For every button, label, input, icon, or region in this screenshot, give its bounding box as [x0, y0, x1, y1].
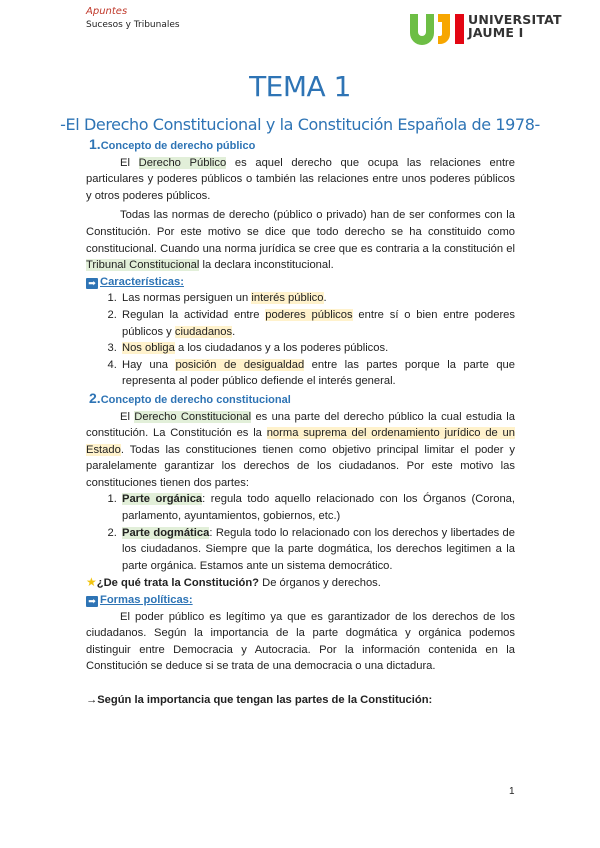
section-2-number: 2. [89, 389, 101, 406]
logo-mark-i [455, 14, 464, 44]
final-line [86, 692, 515, 709]
formas-heading [86, 592, 515, 609]
logo-mark-j [438, 14, 450, 44]
s2-paragraph-2: El poder público es legítimo ya que es garantizador de los derechos de los ciudadanos. Según la importancia de la parte dogmática y orgánica podemos distinguir entre Democracia y Autocracia. Por la información contenida en la Constitución se deduce si se trata de una democracia o una dictadura. [86, 610, 515, 673]
s1-paragraph-2 [86, 207, 515, 273]
final-text: Según la importancia que tengan las partes de la Constitución: [97, 694, 433, 706]
list-item [120, 307, 515, 340]
highlight: Nos obliga [122, 342, 175, 355]
text: Todas las normas de derecho (público o privado) han de ser conformes con la Constitución. Por este motivo se dice que todo derecho se ha constituido como constitucional. Cuando una norma jurídica se cree que es contraria a la constitución el [86, 209, 515, 255]
list-item [120, 491, 515, 524]
section-1-heading [89, 136, 515, 155]
page-title: TEMA 1 [249, 70, 351, 103]
page-subtitle: -El Derecho Constitucional y la Constitución Española de 1978- [60, 115, 540, 134]
highlight: norma suprema del ordenamiento jurídico de un Estado [86, 427, 516, 456]
answer-text: De órganos y derechos. [259, 577, 381, 590]
highlight: ciudadanos [174, 325, 233, 338]
star-icon: ★ [86, 575, 97, 590]
highlight: posición de desigualdad [175, 358, 305, 371]
logo-line-1: UNIVERSITAT [468, 12, 562, 27]
section-1-title: Concepto de derecho público [100, 140, 256, 152]
question-line [86, 574, 515, 592]
logo-line-2: JAUME I [468, 25, 524, 40]
text: Regulan la actividad entre [122, 308, 266, 321]
text: El [120, 410, 135, 423]
arrow-right-icon: ➡ [86, 278, 98, 289]
partes-list [86, 491, 515, 574]
text: El [120, 156, 139, 169]
text: . [232, 325, 236, 338]
logo-mark-u [410, 14, 434, 45]
caracteristicas-heading [86, 274, 515, 291]
highlight: Parte dogmática [122, 526, 210, 539]
text: la declara inconstitucional. [199, 259, 334, 272]
section-2-title: Concepto de derecho constitucional [100, 393, 291, 406]
page-number: 1 [509, 786, 515, 797]
section-1-number: 1. [89, 136, 101, 152]
header-subtitle: Sucesos y Tribunales [86, 20, 180, 30]
text: entre las partes porque la parte que representa al poder público defiende el interés general. [122, 358, 515, 388]
question-text: ¿De qué trata la Constitución? [96, 577, 259, 590]
subheading-text: Formas políticas: [100, 594, 193, 607]
section-2-heading [89, 390, 515, 409]
highlight: Derecho Público [138, 156, 227, 169]
highlight: Tribunal Constitucional [86, 259, 200, 272]
text: Las normas persiguen un [122, 292, 252, 305]
subheading-text: Características: [100, 275, 184, 288]
text: entre sí o bien entre poderes públicos y [122, 308, 515, 338]
text: es una parte del derecho público la cual estudia la constitución. La Constitución es la [86, 410, 516, 440]
highlight: poderes públicos [265, 308, 353, 321]
text: es aquel derecho que ocupa las relaciones entre particulares y poderes públicos o también las relaciones entre unos poderes públicos y otros poderes públicos. [86, 156, 516, 202]
s2-paragraph-1 [86, 409, 515, 492]
highlight: Parte orgánica [122, 493, 203, 506]
text: a los ciudadanos y a los poderes públicos. [174, 342, 389, 355]
s1-paragraph-1 [86, 155, 515, 205]
university-name [468, 13, 562, 39]
highlight: Derecho Constitucional [134, 410, 252, 423]
text: : regula todo aquello relacionado con los Órganos (Corona, parlamento, ayuntamientos, gobiernos, etc.) [122, 493, 515, 523]
arrow-right-icon: ➡ [86, 596, 98, 607]
header-apuntes: Apuntes [86, 6, 128, 17]
list-item [120, 525, 515, 575]
text: . [323, 292, 327, 305]
text: . Todas las constituciones tienen como objetivo principal limitar el poder y paralelamente garantizar los derechos de los ciudadanos. Por este motivo las constituciones tienen dos partes: [86, 443, 515, 489]
list-item [120, 357, 515, 390]
list-item [120, 290, 515, 307]
list-item [120, 340, 515, 357]
document-body [86, 136, 515, 709]
arrow-icon: → [86, 694, 98, 706]
caracteristicas-list [86, 290, 515, 390]
text: : Regula todo lo relacionado con los derechos y libertades de los ciudadanos. Siempre que la parte dogmática, los derechos legitimen a la parte orgánica. Estamos ante un sistema democrático. [122, 526, 515, 572]
text: Hay una [122, 358, 176, 371]
highlight: interés público [251, 292, 324, 305]
